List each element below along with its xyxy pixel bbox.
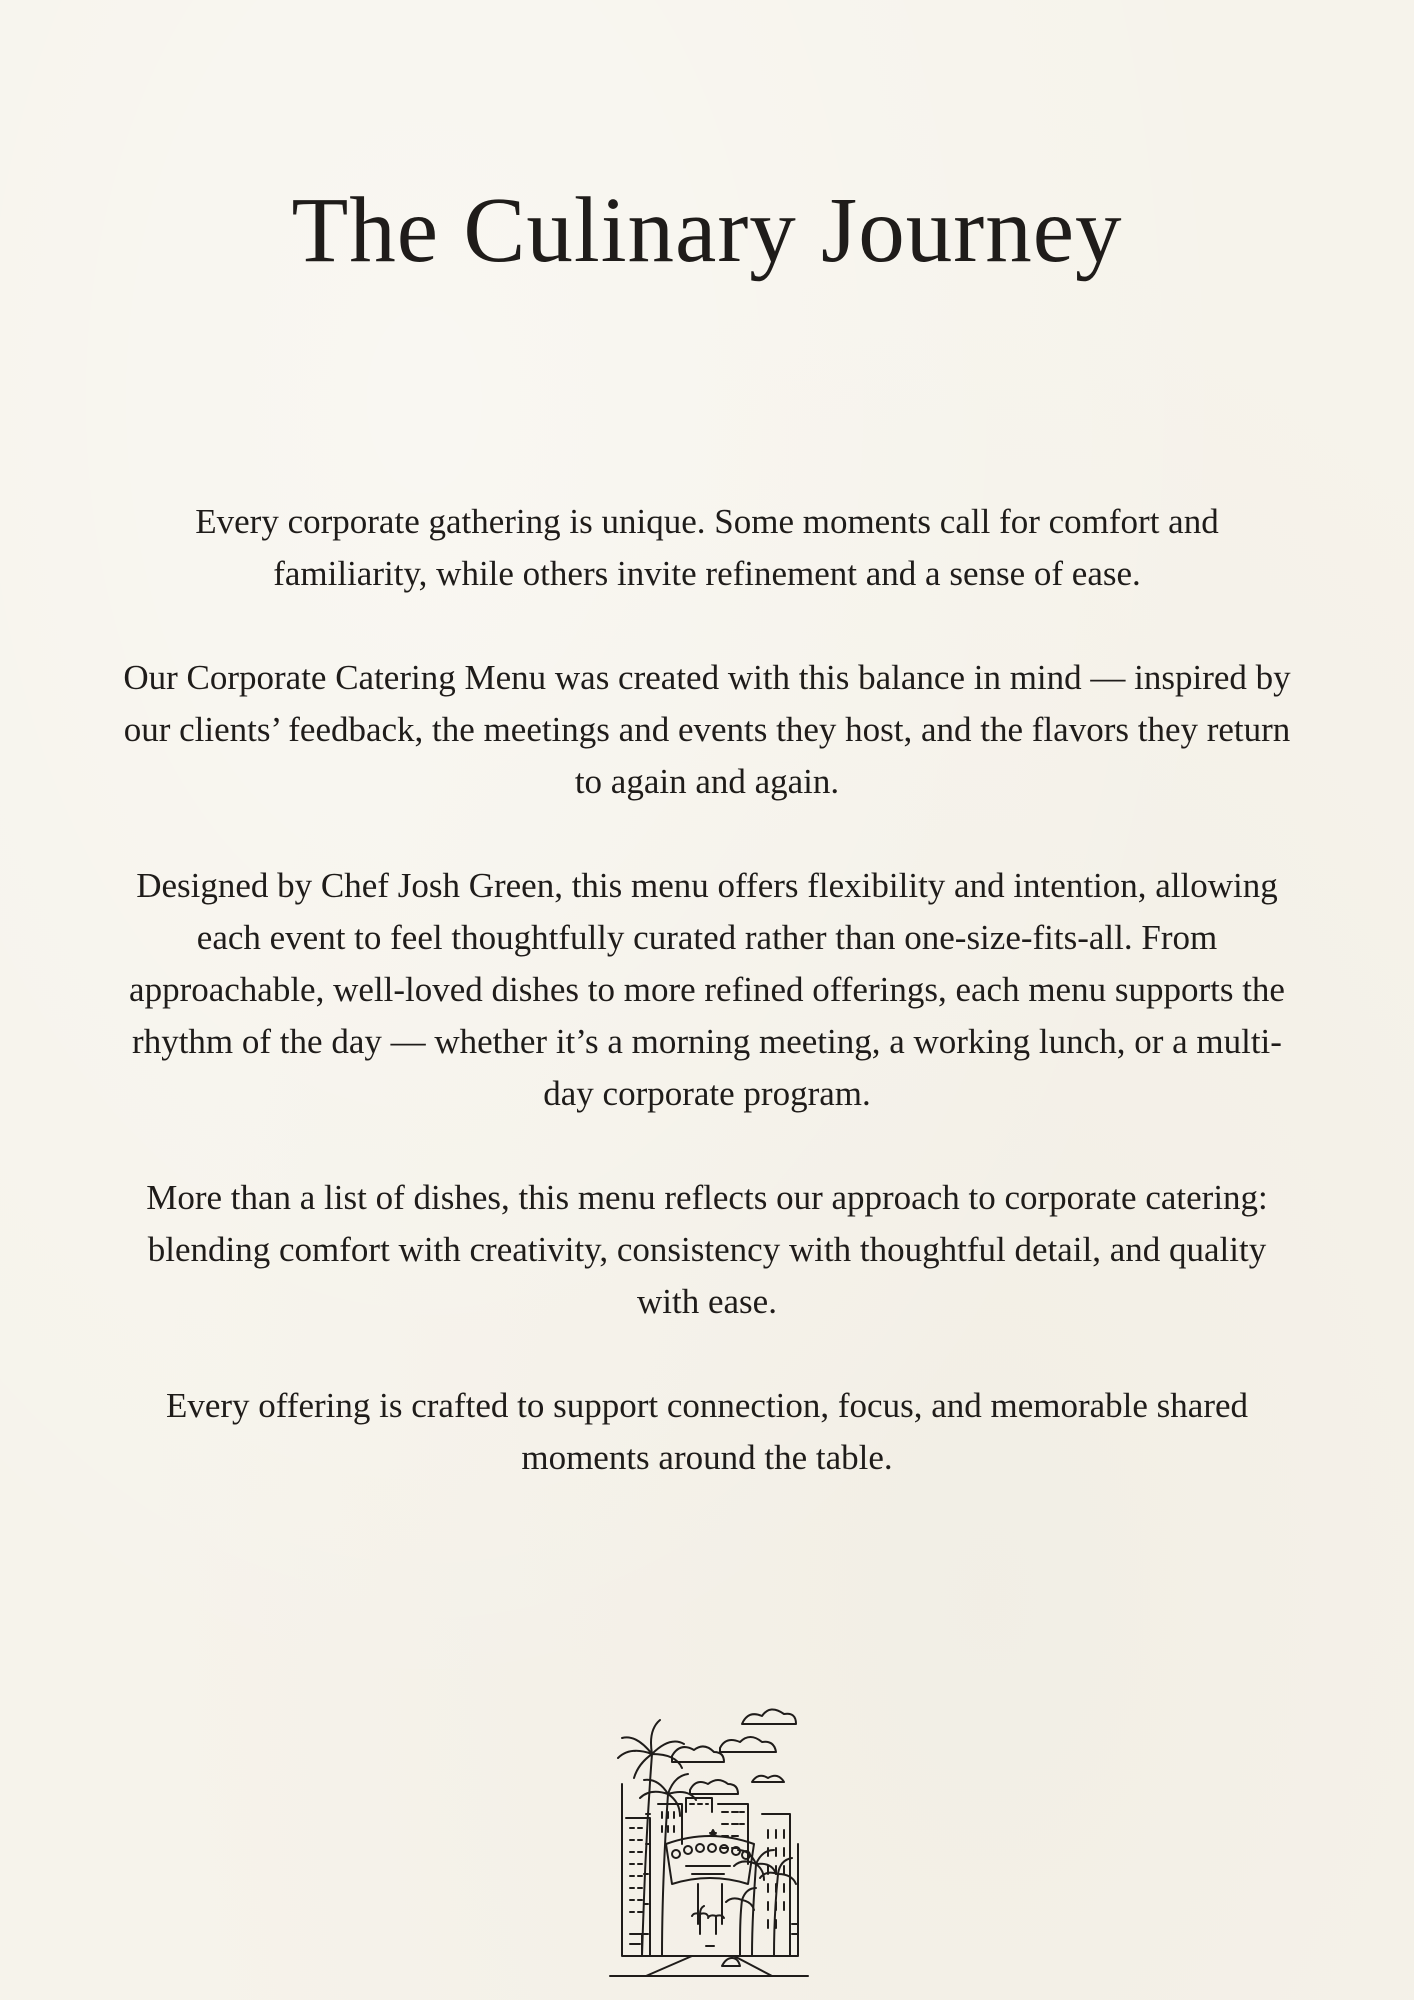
- las-vegas-skyline-illustration-icon: [602, 1694, 816, 1984]
- paragraph-5: Every offering is crafted to support connection, focus, and memorable shared moments around the table.: [165, 1386, 1249, 1477]
- intro-text: [120, 496, 1294, 1536]
- paragraph-3: Designed by Chef Josh Green, this menu offers flexibility and intention, allowing each event to feel thoughtfully curated rather than one-size-fits-all. From approachable, well-loved dishes to more refined offerings, each menu supports the rhythm of the day — whether it’s a morning meeting, a working lunch, or a multi-day corporate program.: [129, 866, 1285, 1113]
- paragraph-1: Every corporate gathering is unique. Some moments call for comfort and familiarity, while others invite refinement and a sense of ease.: [195, 502, 1219, 593]
- paragraph-4: More than a list of dishes, this menu reflects our approach to corporate catering: blending comfort with creativity, consistency with thoughtful detail, and quality with ease.: [146, 1178, 1268, 1321]
- paragraph-2: Our Corporate Catering Menu was created with this balance in mind — inspired by our clients’ feedback, the meetings and events they host, and the flavors they return to again and again.: [123, 658, 1291, 801]
- page-title: The Culinary Journey: [291, 179, 1123, 282]
